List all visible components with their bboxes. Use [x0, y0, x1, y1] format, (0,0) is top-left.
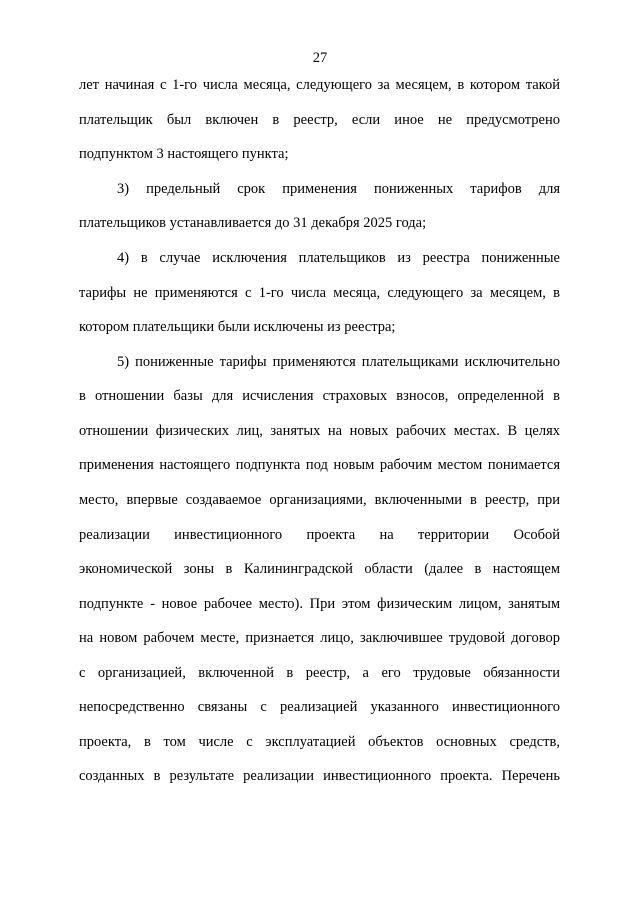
text-line: котором плательщики были исключены из реестра;	[79, 319, 396, 335]
text-line: тарифы не применяются с 1-го числа месяца, следующего за месяцем, в	[79, 285, 560, 301]
text-line: лет начиная с 1-го числа месяца, следующего за месяцем, в котором такой	[79, 77, 560, 93]
page-number: 27	[312, 50, 328, 66]
text-line: плательщик был включен в реестр, если иное не предусмотрено	[79, 112, 560, 128]
text-line: экономической зоны в Калининградской области (далее в настоящем	[79, 561, 560, 577]
text-line: с организацией, включенной в реестр, а его трудовые обязанности	[79, 665, 560, 681]
text-line: подпунктом 3 настоящего пункта;	[79, 146, 289, 162]
paragraph-first-line: 3) предельный срок применения пониженных тарифов для	[117, 181, 560, 197]
text-line: место, впервые создаваемое организациями, включенными в реестр, при	[79, 492, 560, 508]
text-line: реализации инвестиционного проекта на территории Особой	[79, 527, 560, 543]
text-line: в отношении базы для исчисления страховых взносов, определенной в	[79, 388, 560, 404]
text-line: на новом рабочем месте, признается лицо, заключившее трудовой договор	[79, 630, 560, 646]
text-line: отношении физических лиц, занятых на новых рабочих местах. В целях	[79, 423, 560, 439]
paragraph-first-line: 4) в случае исключения плательщиков из реестра пониженные	[117, 250, 560, 266]
text-line: подпункте - новое рабочее место). При этом физическим лицом, занятым	[79, 596, 560, 612]
text-line: плательщиков устанавливается до 31 декабря 2025 года;	[79, 215, 427, 231]
paragraph-first-line: 5) пониженные тарифы применяются плательщиками исключительно	[117, 354, 560, 370]
text-line: созданных в результате реализации инвестиционного проекта. Перечень	[79, 768, 560, 784]
text-line: проекта, в том числе с эксплуатацией объектов основных средств,	[79, 734, 560, 750]
text-line: непосредственно связаны с реализацией указанного инвестиционного	[79, 699, 560, 715]
text-line: применения настоящего подпункта под новым рабочим местом понимается	[79, 457, 560, 473]
